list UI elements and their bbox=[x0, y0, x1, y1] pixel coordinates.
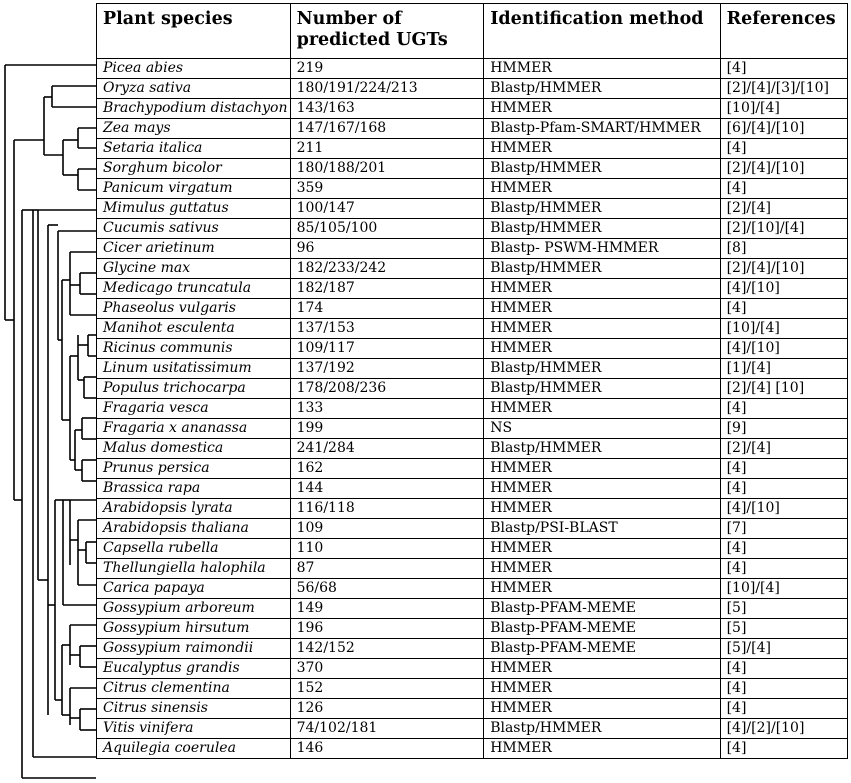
table-row bbox=[97, 379, 848, 399]
cell-method: HMMER bbox=[484, 699, 720, 719]
cell-refs: [10]/[4] bbox=[720, 579, 847, 599]
cell-refs: [4]/[10] bbox=[720, 499, 847, 519]
cell-species: Citrus clementina bbox=[97, 679, 291, 699]
table-row bbox=[97, 719, 848, 739]
cell-refs: [2]/[10]/[4] bbox=[720, 219, 847, 239]
cell-count: 174 bbox=[290, 299, 484, 319]
table-row bbox=[97, 219, 848, 239]
cell-count: 162 bbox=[290, 459, 484, 479]
cell-refs: [2]/[4] bbox=[720, 439, 847, 459]
cell-species: Linum usitatissimum bbox=[97, 359, 291, 379]
cell-method: Blastp/HMMER bbox=[484, 259, 720, 279]
cell-species: Gossypium hirsutum bbox=[97, 619, 291, 639]
cell-refs: [4]/[10] bbox=[720, 339, 847, 359]
cell-refs: [4] bbox=[720, 59, 847, 79]
table-row bbox=[97, 319, 848, 339]
cell-species: Citrus sinensis bbox=[97, 699, 291, 719]
table-row bbox=[97, 559, 848, 579]
cell-method: Blastp/HMMER bbox=[484, 359, 720, 379]
cell-method: Blastp/HMMER bbox=[484, 199, 720, 219]
header-method: Identification method bbox=[484, 4, 720, 59]
table-row bbox=[97, 679, 848, 699]
table-row bbox=[97, 299, 848, 319]
cell-method: HMMER bbox=[484, 559, 720, 579]
cell-species: Prunus persica bbox=[97, 459, 291, 479]
cell-species: Fragaria x ananassa bbox=[97, 419, 291, 439]
cell-count: 133 bbox=[290, 399, 484, 419]
cell-refs: [4] bbox=[720, 139, 847, 159]
cell-species: Carica papaya bbox=[97, 579, 291, 599]
cell-refs: [5]/[4] bbox=[720, 639, 847, 659]
cell-method: Blastp- PSWM-HMMER bbox=[484, 239, 720, 259]
cell-refs: [4] bbox=[720, 679, 847, 699]
cell-species: Gossypium raimondii bbox=[97, 639, 291, 659]
header-refs: References bbox=[720, 4, 847, 59]
cell-count: 137/153 bbox=[290, 319, 484, 339]
ugt-table bbox=[96, 3, 848, 759]
cell-count: 241/284 bbox=[290, 439, 484, 459]
cell-species: Arabidopsis thaliana bbox=[97, 519, 291, 539]
cell-refs: [4] bbox=[720, 179, 847, 199]
cell-method: HMMER bbox=[484, 139, 720, 159]
table-row bbox=[97, 659, 848, 679]
cell-species: Populus trichocarpa bbox=[97, 379, 291, 399]
table-row bbox=[97, 59, 848, 79]
cell-count: 211 bbox=[290, 139, 484, 159]
cell-species: Ricinus communis bbox=[97, 339, 291, 359]
cell-method: Blastp-PFAM-MEME bbox=[484, 639, 720, 659]
cell-count: 199 bbox=[290, 419, 484, 439]
table-row bbox=[97, 739, 848, 759]
cell-refs: [5] bbox=[720, 599, 847, 619]
cell-method: Blastp/HMMER bbox=[484, 719, 720, 739]
cell-method: HMMER bbox=[484, 179, 720, 199]
cell-method: HMMER bbox=[484, 459, 720, 479]
cell-refs: [5] bbox=[720, 619, 847, 639]
table-row bbox=[97, 359, 848, 379]
cell-refs: [4] bbox=[720, 459, 847, 479]
table-row bbox=[97, 399, 848, 419]
cell-refs: [4] bbox=[720, 399, 847, 419]
cell-method: Blastp-PFAM-MEME bbox=[484, 619, 720, 639]
cell-method: Blastp/HMMER bbox=[484, 439, 720, 459]
cell-count: 116/118 bbox=[290, 499, 484, 519]
cell-count: 144 bbox=[290, 479, 484, 499]
cell-species: Zea mays bbox=[97, 119, 291, 139]
table-row bbox=[97, 639, 848, 659]
cell-method: HMMER bbox=[484, 739, 720, 759]
phylogenetic-tree bbox=[0, 0, 96, 783]
cell-method: Blastp/HMMER bbox=[484, 219, 720, 239]
table-row bbox=[97, 199, 848, 219]
cell-refs: [10]/[4] bbox=[720, 319, 847, 339]
cell-count: 126 bbox=[290, 699, 484, 719]
table-row bbox=[97, 579, 848, 599]
cell-species: Mimulus guttatus bbox=[97, 199, 291, 219]
table-row bbox=[97, 239, 848, 259]
cell-method: Blastp-PFAM-MEME bbox=[484, 599, 720, 619]
cell-refs: [9] bbox=[720, 419, 847, 439]
table-row bbox=[97, 539, 848, 559]
cell-species: Setaria italica bbox=[97, 139, 291, 159]
header-count bbox=[290, 4, 484, 59]
table-row bbox=[97, 479, 848, 499]
cell-count: 180/191/224/213 bbox=[290, 79, 484, 99]
cell-count: 96 bbox=[290, 239, 484, 259]
cell-species: Malus domestica bbox=[97, 439, 291, 459]
cell-method: HMMER bbox=[484, 279, 720, 299]
cell-method: HMMER bbox=[484, 579, 720, 599]
cell-count: 370 bbox=[290, 659, 484, 679]
cell-species: Brachypodium distachyon bbox=[97, 99, 291, 119]
cell-refs: [8] bbox=[720, 239, 847, 259]
cell-count: 110 bbox=[290, 539, 484, 559]
cell-count: 182/233/242 bbox=[290, 259, 484, 279]
cell-refs: [4] bbox=[720, 739, 847, 759]
cell-method: NS bbox=[484, 419, 720, 439]
cell-count: 152 bbox=[290, 679, 484, 699]
cell-count: 87 bbox=[290, 559, 484, 579]
header-count-line1: Number of bbox=[296, 9, 402, 29]
table-row bbox=[97, 519, 848, 539]
cell-species: Cicer arietinum bbox=[97, 239, 291, 259]
cell-count: 219 bbox=[290, 59, 484, 79]
table-row bbox=[97, 119, 848, 139]
cell-method: HMMER bbox=[484, 539, 720, 559]
cell-count: 109/117 bbox=[290, 339, 484, 359]
cell-refs: [4] bbox=[720, 699, 847, 719]
cell-method: HMMER bbox=[484, 59, 720, 79]
cell-refs: [2]/[4] [10] bbox=[720, 379, 847, 399]
cell-count: 85/105/100 bbox=[290, 219, 484, 239]
cell-species: Picea abies bbox=[97, 59, 291, 79]
cell-count: 149 bbox=[290, 599, 484, 619]
table-row bbox=[97, 459, 848, 479]
cell-method: HMMER bbox=[484, 499, 720, 519]
cell-refs: [4]/[2]/[10] bbox=[720, 719, 847, 739]
cell-method: HMMER bbox=[484, 99, 720, 119]
cell-species: Vitis vinifera bbox=[97, 719, 291, 739]
cell-count: 74/102/181 bbox=[290, 719, 484, 739]
table-row bbox=[97, 619, 848, 639]
cell-species: Capsella rubella bbox=[97, 539, 291, 559]
cell-method: Blastp/HMMER bbox=[484, 379, 720, 399]
cell-species: Sorghum bicolor bbox=[97, 159, 291, 179]
table-row bbox=[97, 499, 848, 519]
cell-refs: [4] bbox=[720, 559, 847, 579]
cell-refs: [4] bbox=[720, 539, 847, 559]
cell-species: Fragaria vesca bbox=[97, 399, 291, 419]
table-row bbox=[97, 179, 848, 199]
cell-species: Arabidopsis lyrata bbox=[97, 499, 291, 519]
cell-species: Thellungiella halophila bbox=[97, 559, 291, 579]
table-row bbox=[97, 279, 848, 299]
cell-count: 196 bbox=[290, 619, 484, 639]
cell-refs: [1]/[4] bbox=[720, 359, 847, 379]
header-row bbox=[97, 4, 848, 59]
table-row bbox=[97, 419, 848, 439]
cell-count: 147/167/168 bbox=[290, 119, 484, 139]
cell-count: 180/188/201 bbox=[290, 159, 484, 179]
table-row bbox=[97, 99, 848, 119]
cell-refs: [2]/[4]/[10] bbox=[720, 259, 847, 279]
cell-method: HMMER bbox=[484, 679, 720, 699]
cell-refs: [10]/[4] bbox=[720, 99, 847, 119]
table-row bbox=[97, 339, 848, 359]
cell-species: Aquilegia coerulea bbox=[97, 739, 291, 759]
cell-species: Brassica rapa bbox=[97, 479, 291, 499]
cell-count: 100/147 bbox=[290, 199, 484, 219]
cell-count: 178/208/236 bbox=[290, 379, 484, 399]
cell-method: HMMER bbox=[484, 319, 720, 339]
cell-species: Medicago truncatula bbox=[97, 279, 291, 299]
cell-species: Panicum virgatum bbox=[97, 179, 291, 199]
table-row bbox=[97, 159, 848, 179]
cell-refs: [4] bbox=[720, 299, 847, 319]
table-row bbox=[97, 259, 848, 279]
cell-species: Cucumis sativus bbox=[97, 219, 291, 239]
cell-species: Gossypium arboreum bbox=[97, 599, 291, 619]
cell-count: 142/152 bbox=[290, 639, 484, 659]
cell-refs: [4]/[10] bbox=[720, 279, 847, 299]
table-row bbox=[97, 439, 848, 459]
cell-species: Oryza sativa bbox=[97, 79, 291, 99]
table-body bbox=[97, 59, 848, 759]
cell-species: Glycine max bbox=[97, 259, 291, 279]
cell-species: Manihot esculenta bbox=[97, 319, 291, 339]
cell-count: 137/192 bbox=[290, 359, 484, 379]
table-row bbox=[97, 139, 848, 159]
cell-method: Blastp/HMMER bbox=[484, 159, 720, 179]
cell-species: Eucalyptus grandis bbox=[97, 659, 291, 679]
cell-method: HMMER bbox=[484, 299, 720, 319]
cell-refs: [6]/[4]/[10] bbox=[720, 119, 847, 139]
cell-refs: [2]/[4]/[10] bbox=[720, 159, 847, 179]
cell-count: 359 bbox=[290, 179, 484, 199]
cell-method: HMMER bbox=[484, 659, 720, 679]
cell-method: Blastp/HMMER bbox=[484, 79, 720, 99]
cell-refs: [2]/[4]/[3]/[10] bbox=[720, 79, 847, 99]
cell-count: 182/187 bbox=[290, 279, 484, 299]
cell-method: Blastp-Pfam-SMART/HMMER bbox=[484, 119, 720, 139]
cell-count: 109 bbox=[290, 519, 484, 539]
cell-refs: [4] bbox=[720, 479, 847, 499]
cell-refs: [2]/[4] bbox=[720, 199, 847, 219]
cell-method: HMMER bbox=[484, 339, 720, 359]
cell-refs: [4] bbox=[720, 659, 847, 679]
cell-method: Blastp/PSI-BLAST bbox=[484, 519, 720, 539]
cell-count: 56/68 bbox=[290, 579, 484, 599]
cell-refs: [7] bbox=[720, 519, 847, 539]
header-species: Plant species bbox=[97, 4, 291, 59]
table-row bbox=[97, 79, 848, 99]
cell-species: Phaseolus vulgaris bbox=[97, 299, 291, 319]
table-row bbox=[97, 599, 848, 619]
table-row bbox=[97, 699, 848, 719]
cell-method: HMMER bbox=[484, 399, 720, 419]
cell-count: 143/163 bbox=[290, 99, 484, 119]
cell-count: 146 bbox=[290, 739, 484, 759]
cell-method: HMMER bbox=[484, 479, 720, 499]
header-count-line2: predicted UGTs bbox=[296, 30, 448, 50]
